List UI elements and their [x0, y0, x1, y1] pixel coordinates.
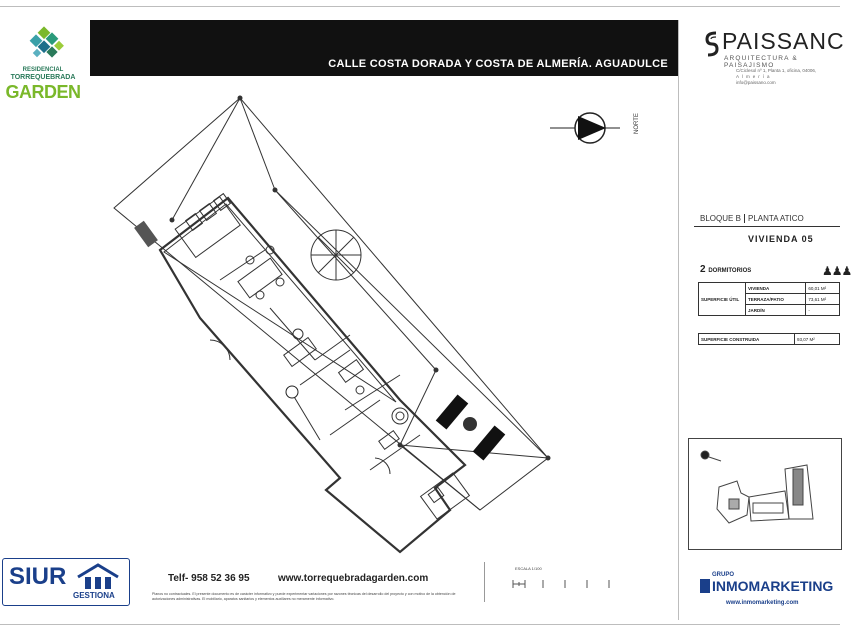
disclaimer-text: Planos no contractuales. El presente documento es de carácter informativo y puede experimentar variaciones por razones técnicas del desarrollo del proyecto y con motivo de la obtención de autorizaciones administrativas. El mobiliario, aparatos sanitarios y elementos auxiliares no meramente informativo. [152, 592, 456, 601]
scale-bar [484, 562, 645, 602]
right-divider [678, 20, 679, 620]
bedrooms-count: 2 [700, 264, 706, 275]
surface-row-label: VIVIENDA [746, 283, 806, 294]
surface-label: SUPERFICIE ÚTIL [699, 283, 746, 316]
scale-ruler-icon [513, 574, 623, 598]
inmo-website[interactable]: www.inmomarketing.com [726, 600, 799, 606]
garden-logo-mark-icon [22, 26, 72, 66]
phone-number: Telf- 958 52 36 95 [168, 573, 250, 584]
floor-label: PLANTA ATICO [744, 214, 804, 223]
surface-row-label: TERRAZA/PATIO [746, 294, 806, 305]
top-border [0, 6, 840, 7]
siur-logo [2, 558, 130, 606]
address-title: CALLE COSTA DORADA Y COSTA DE ALMERÍA. AGUADULCE [328, 58, 668, 70]
address-city: Almería [736, 74, 773, 79]
label-underline [694, 226, 840, 227]
north-label: NORTE [634, 113, 640, 134]
bottom-border [0, 624, 840, 625]
scale-label: ESCALA 1/100 [515, 566, 542, 571]
inmomarketing-logo [700, 572, 840, 612]
sun-lounger-2 [473, 425, 506, 460]
siur-name: SIUR [9, 563, 67, 590]
block-label: BLOQUE B [700, 214, 741, 223]
architect-name: PAISSANC [722, 28, 845, 54]
bedrooms [700, 264, 751, 275]
built-surface-table [698, 333, 840, 345]
side-table [463, 417, 477, 431]
address-line: C/Ciclesol nº 1, Planta 1, oficina, 04006, [736, 68, 817, 73]
address-email: info@paissano.com [736, 80, 776, 85]
inmo-name: INMOMARKETING [712, 578, 834, 594]
architect-address [736, 68, 836, 86]
surface-row-value: - [806, 305, 840, 316]
inmo-building-icon [700, 579, 710, 593]
surface-row-value: 60,01 M² [806, 283, 840, 294]
occupants-icon: ♟♟♟ [822, 264, 851, 278]
siur-sub: GESTIONA [73, 591, 115, 600]
architect-tagline: ARQUITECTURA & PAISAJISMO [724, 55, 798, 69]
built-surface-label: SUPERFICIE CONSTRUIDA [699, 334, 795, 345]
dwelling-label: VIVIENDA 05 [748, 234, 814, 244]
garden-logo [0, 22, 86, 106]
surface-row-label: JARDÍN [746, 305, 806, 316]
website-link[interactable]: www.torrequebradagarden.com [278, 573, 429, 584]
title-bar [90, 20, 678, 76]
surface-row-value: 73,61 M² [806, 294, 840, 305]
paissano-logo-icon [704, 30, 720, 58]
logo-line-1: RESIDENCIAL [22, 67, 64, 73]
logo-line-3: GARDEN [5, 82, 81, 102]
key-plan [688, 438, 842, 550]
built-surface-value: 93,07 M² [795, 334, 840, 345]
inmo-group: GRUPO [712, 572, 735, 578]
logo-line-2: TORREQUEBRADA [10, 74, 76, 81]
house-icon [75, 563, 121, 591]
bedrooms-label: DORMITORIOS [708, 268, 752, 274]
floor-plan-drawing [100, 90, 660, 560]
surface-table [698, 282, 840, 316]
